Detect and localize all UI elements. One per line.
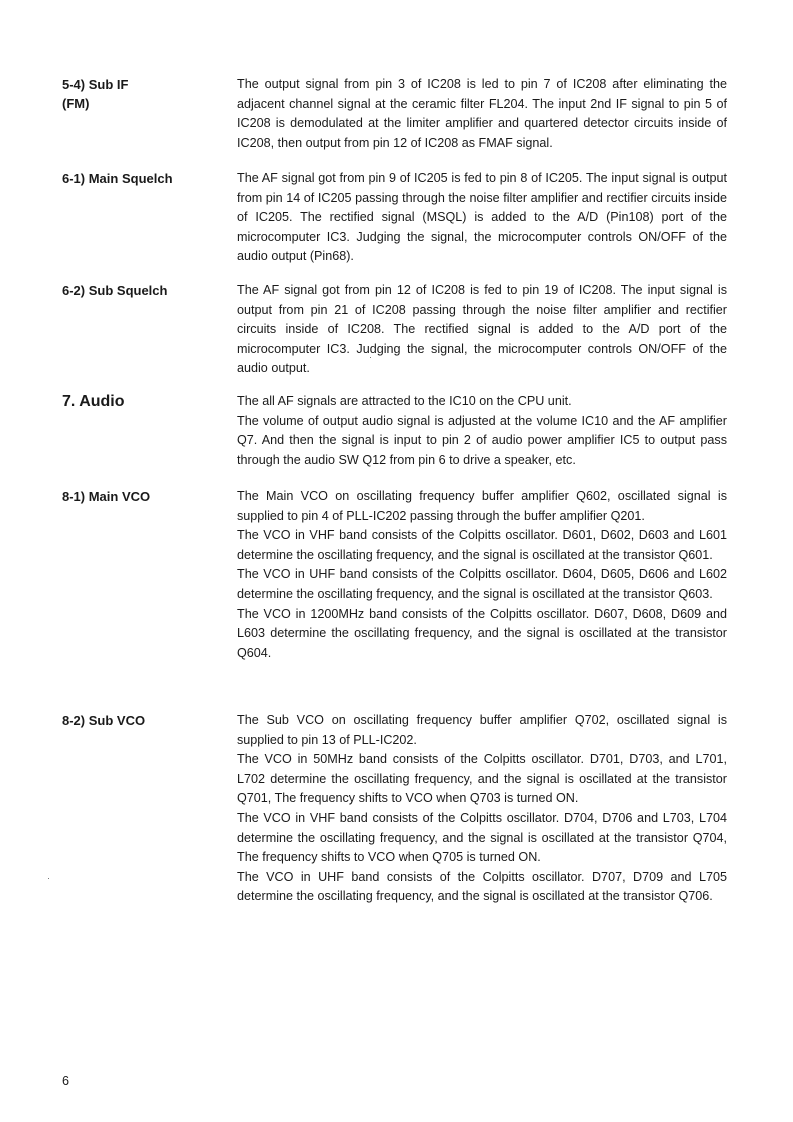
section-body bbox=[237, 281, 727, 379]
scan-speck bbox=[48, 878, 49, 879]
section-heading bbox=[62, 487, 232, 506]
paragraph: The volume of output audio signal is adjusted at the volume IC10 and the AF amplifier Q7. And then the signal is input to pin 2 of audio power amplifier IC5 to output pass through the audio SW Q12 from pin 6 to drive a speaker, etc. bbox=[237, 413, 727, 467]
paragraph: The VCO in 1200MHz band consists of the Colpitts oscillator. D607, D608, D609 and L603 determine the oscillating frequency, and the signal is oscillated at the transistor Q604. bbox=[237, 606, 727, 660]
heading-line: 8-1) Main VCO bbox=[62, 489, 151, 504]
heading-line: 8-2) Sub VCO bbox=[62, 713, 146, 728]
paragraph: The VCO in VHF band consists of the Colpitts oscillator. D704, D706 and L703, L704 determine the oscillating frequency, and the signal is oscillated at the transistor Q704, The frequency shifts to VCO when Q705 is turned ON. bbox=[237, 810, 727, 865]
section-body bbox=[237, 75, 727, 153]
paragraph: The VCO in 50MHz band consists of the Colpitts oscillator. D701, D703, and L701, L702 determine the oscillating frequency, and the signal is oscillated at the transistor Q701, The frequency shifts to VCO when Q703 is turned ON. bbox=[237, 752, 727, 806]
page-number: 6 bbox=[62, 1074, 70, 1088]
section-heading bbox=[62, 711, 232, 730]
paragraph: The AF signal got from pin 9 of IC205 is fed to pin 8 of IC205. The input signal is output from pin 14 of IC205 passing through the noise filter amplifier and rectifier circuits inside of IC205. The rectified signal (MSQL) is added to the A/D (Pin108) port of the microcomputer IC3. Judging the signal, the microcomputer controls ON/OFF of the audio output (Pin68). bbox=[237, 171, 727, 264]
section-body bbox=[237, 487, 727, 663]
paragraph: The all AF signals are attracted to the IC10 on the CPU unit. bbox=[237, 394, 572, 408]
paragraph: The VCO in UHF band consists of the Colpitts oscillator. D707, D709 and L705 determine the oscillating frequency, and the signal is oscillated at the transistor Q706. bbox=[237, 869, 727, 904]
heading-line: 6-1) Main Squelch bbox=[62, 171, 173, 186]
section-body bbox=[237, 392, 727, 470]
section-heading bbox=[62, 75, 232, 113]
heading-line: (FM) bbox=[62, 96, 90, 111]
heading-line: 5-4) Sub IF bbox=[62, 77, 129, 92]
paragraph: The VCO in VHF band consists of the Colpitts oscillator. D601, D602, D603 and L601 determine the oscillating frequency, and the signal is oscillated at the transistor Q601. bbox=[237, 528, 727, 562]
paragraph: The VCO in UHF band consists of the Colpitts oscillator. D604, D605, D606 and L602 determine the oscillating frequency, and the signal is oscillated at the transistor Q603. bbox=[237, 567, 727, 601]
paragraph: The AF signal got from pin 12 of IC208 is fed to pin 19 of IC208. The input signal is output from pin 21 of IC208 passing through the noise filter amplifier and rectifier circuits inside of IC208. The rectified signal is added to the A/D port of the microcomputer IC3. Judging the signal, the microcomputer controls ON/OFF of the audio output. bbox=[237, 283, 727, 376]
heading-line: 7. Audio bbox=[62, 393, 125, 410]
section-heading bbox=[62, 169, 232, 188]
heading-line: 6-2) Sub Squelch bbox=[62, 283, 168, 298]
section-body bbox=[237, 169, 727, 267]
paragraph: The Main VCO on oscillating frequency buffer amplifier Q602, oscillated signal is supplied to pin 4 of PLL-IC202 passing through the buffer amplifier Q201. bbox=[237, 489, 727, 523]
section-heading bbox=[62, 392, 232, 411]
section-heading bbox=[62, 281, 232, 300]
paragraph: The output signal from pin 3 of IC208 is led to pin 7 of IC208 after eliminating the adjacent channel signal at the ceramic filter FL204. The input 2nd IF signal to pin 5 of IC208 is demodulated at the limiter amplifier and quartered detector circuits inside of IC208, then output from pin 12 of IC208 as FMAF signal. bbox=[237, 77, 727, 150]
scan-speck bbox=[370, 357, 371, 358]
section-body bbox=[237, 711, 727, 907]
paragraph: The Sub VCO on oscillating frequency buffer amplifier Q702, oscillated signal is supplied to pin 13 of PLL-IC202. bbox=[237, 713, 727, 747]
